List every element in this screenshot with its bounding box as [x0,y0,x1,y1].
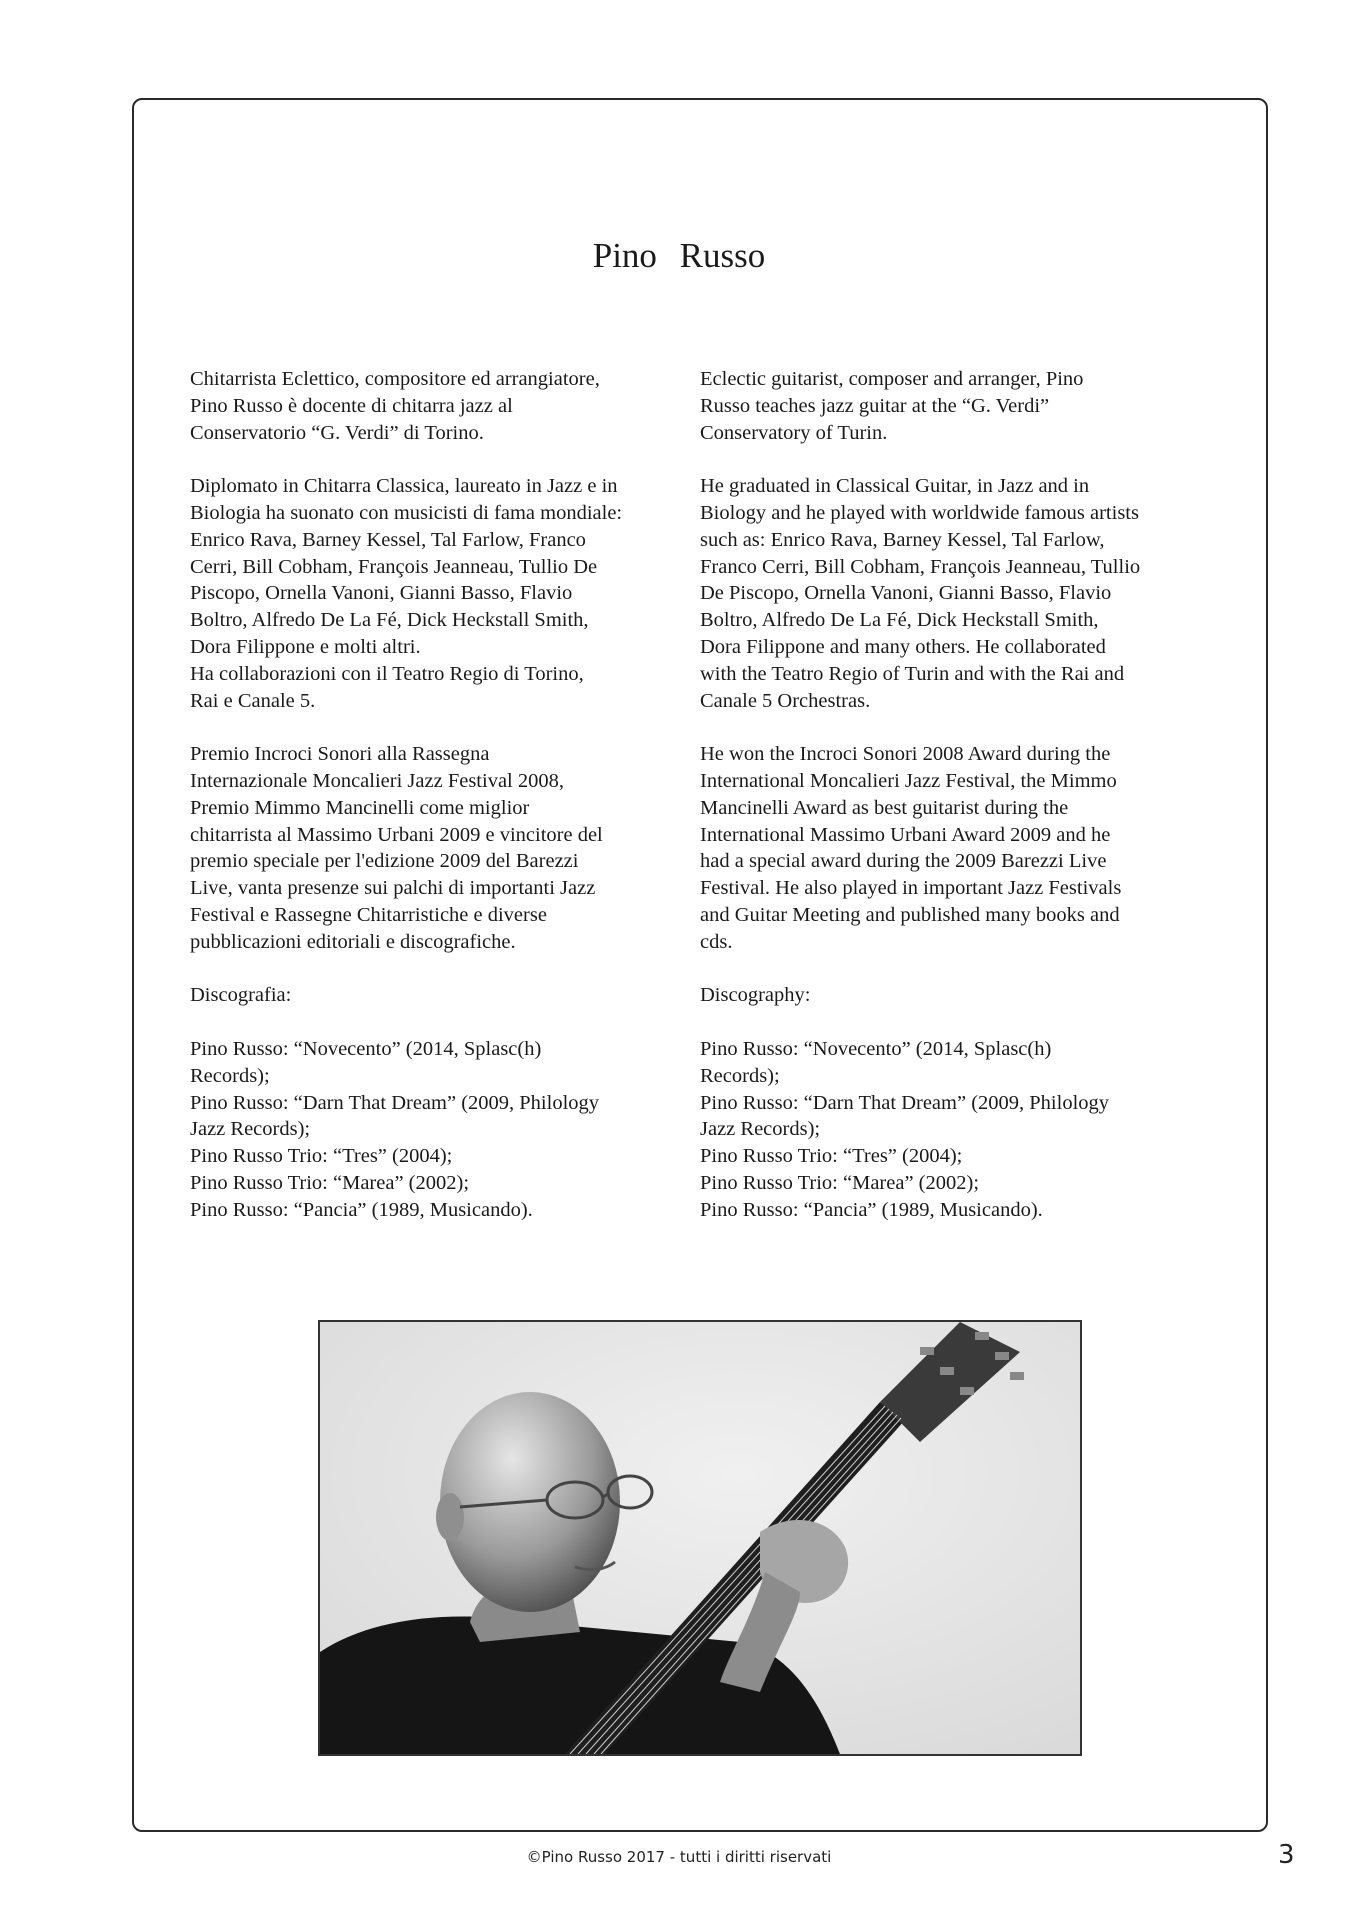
copyright-footer: ©Pino Russo 2017 - tutti i diritti riservati [526,1848,832,1866]
italian-intro: Chitarrista Eclettico, compositore ed arrangiatore, Pino Russo è docente di chitarra jazz al Conservatorio “G. Verdi” di Torino. [190,368,600,444]
italian-column [190,366,690,1224]
english-intro: Eclectic guitarist, composer and arranger, Pino Russo teaches jazz guitar at the “G. Verdi” Conservatory of Turin. [700,368,1084,444]
english-awards: He won the Incroci Sonori 2008 Award during the International Moncalieri Jazz Festival, the Mimmo Mancinelli Award as best guitarist during the International Massimo Urbani Award 2009 and he had a special award during the 2009 Barezzi Live Festival. He also played in important Jazz Festivals and Guitar Meeting and published many books and cds. [700,743,1122,953]
guitarist-photo-illustration [320,1322,1080,1754]
english-discography-heading: Discography: [700,984,811,1007]
english-column [700,366,1220,1224]
guitarist-photo [318,1320,1082,1756]
english-discography-list: Pino Russo: “Novecento” (2014, Splasc(h) Records); Pino Russo: “Darn That Dream” (2009, Philology Jazz Records); Pino Russo Trio: “Tres” (2004); Pino Russo Trio: “Marea” (2002); Pino Russo: “Pancia” (1989, Musicando). [700,1037,1110,1221]
italian-career: Diplomato in Chitarra Classica, laureato in Jazz e in Biologia ha suonato con musicisti di fama mondiale: Enrico Rava, Barney Kessel, Tal Farlow, Franco Cerri, Bill Cobham, François Jeanneau, Tullio De Piscopo, Ornella Vanoni, Gianni Basso, Flavio Boltro, Alfredo De La Fé, Dick Heckstall Smith, Dora Filippone e molti altri. Ha collaborazioni con il Teatro Regio di Torino, Rai e Canale 5. [190,475,623,712]
italian-discography-heading: Discografia: [190,984,292,1007]
italian-discography-list: Pino Russo: “Novecento” (2014, Splasc(h) Records); Pino Russo: “Darn That Dream” (2009, Philology Jazz Records); Pino Russo Trio: “Tres” (2004); Pino Russo Trio: “Marea” (2002); Pino Russo: “Pancia” (1989, Musicando). [190,1037,600,1221]
page-number: 3 [1278,1840,1295,1870]
italian-awards: Premio Incroci Sonori alla Rassegna Internazionale Moncalieri Jazz Festival 2008, Premio Mimmo Mancinelli come miglior chitarrista al Massimo Urbani 2009 e vincitore del premio speciale per l'edizione 2009 del Barezzi Live, vanta presenze sui palchi di importanti Jazz Festival e Rassegne Chitarristiche e diverse pubblicazioni editoriali e discografiche. [190,743,603,953]
page-title: Pino Russo [592,236,766,275]
english-career: He graduated in Classical Guitar, in Jazz and in Biology and he played with worldwide famous artists such as: Enrico Rava, Barney Kessel, Tal Farlow, Franco Cerri, Bill Cobham, François Jeanneau, Tullio De Piscopo, Ornella Vanoni, Gianni Basso, Flavio Boltro, Alfredo De La Fé, Dick Heckstall Smith, Dora Filippone and many others. He collaborated with the Teatro Regio of Turin and with the Rai and Canale 5 Orchestras. [700,475,1141,712]
